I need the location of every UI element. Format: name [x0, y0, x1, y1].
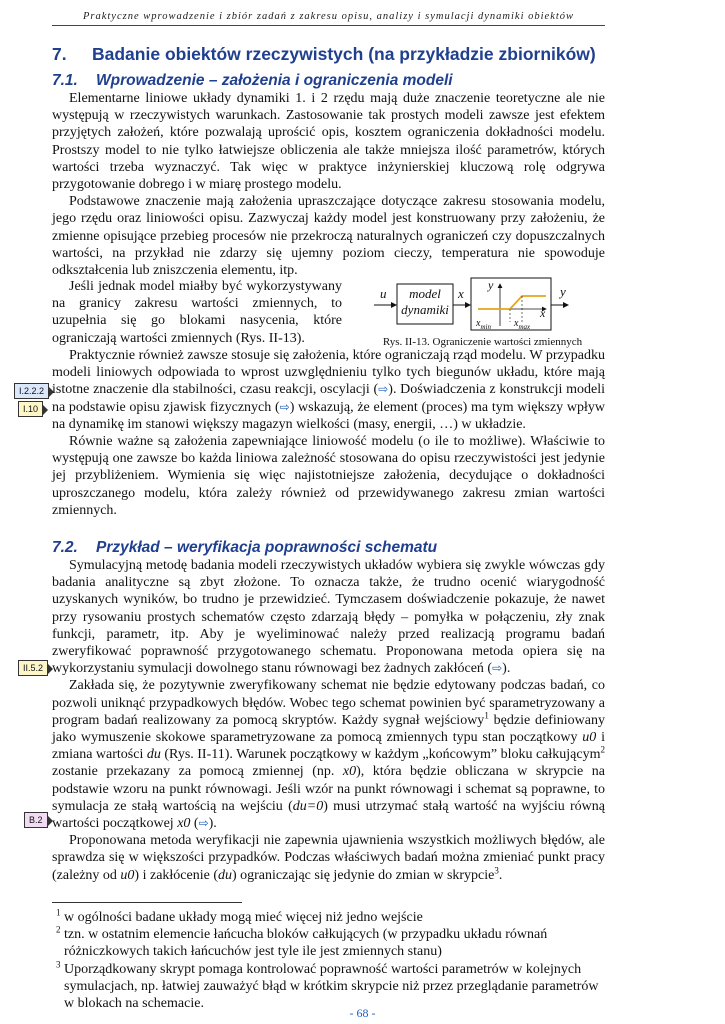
block-label [397, 286, 453, 318]
ref-arrow-icon[interactable]: ⇨ [378, 382, 389, 397]
paragraph: Podstawowe znaczenie mają założenia upraszczające dotyczące zakresu stosowania modelu, jego rzędu oraz liniowości opisu. Zazwyczaj każdy model jest konstruowany przy założeniu, że zmienne opisujące przebieg procesów nie przekroczą naturalnych ograniczeń czy dopuszczalnych wartości, na przykład nie zdarzy się ujemny poziom cieczy, temperatura nie spowoduje odkształcenia lub zniszczenia elementu, itp. [52, 194, 605, 279]
margin-ref-badge[interactable]: I.2.2.2 [14, 383, 49, 399]
paragraph: Jeśli jednak model miałby być wykorzystywany na granicy zakresu wartości zmiennych, to uzupełnia się go blokami nasycenia, które ograniczają wartości zmiennych (Rys. II-13). [52, 279, 342, 346]
figure-caption: Rys. II-13. Ograniczenie wartości zmiennych [382, 336, 583, 348]
footnote: $^1$ w ogólności badane układy mogą mieć więcej niż jedno wejście [56, 907, 423, 925]
chapter-number: 7. [52, 44, 67, 64]
chapter-title: Badanie obiektów rzeczywistych (na przykładzie zbiorników) [92, 44, 596, 64]
page-number: - 68 - [349, 1006, 376, 1020]
section-title: Przykład – weryfikacja poprawności schematu [96, 539, 438, 556]
block-line1: model [409, 286, 441, 301]
section-title: Wprowadzenie – założenia i ograniczenia modeli [96, 72, 453, 89]
footnote: $^2$ tzn. w ostatnim elemencie łańcucha bloków całkujących (w przypadku układu równań różniczkowych takich łańcuchów jest tyle ile jest zmiennych stanu) [56, 924, 548, 960]
ref-arrow-icon[interactable]: ⇨ [198, 816, 209, 831]
chapter-heading [52, 44, 612, 65]
sat-y-label: y [488, 278, 494, 292]
xmin-label: $x_{min}$ [476, 318, 491, 331]
section-heading [52, 72, 605, 90]
mid-label: x [458, 286, 464, 301]
xmax-label: $x_{max}$ [514, 318, 531, 331]
sat-x-label: x [540, 306, 546, 320]
ref-arrow-icon[interactable]: ⇨ [492, 661, 503, 676]
running-header: Praktyczne wprowadzenie i zbiór zadań z zakresu opisu, analizy i symulacji dynamiki obiektów [52, 11, 605, 26]
output-label: y [560, 284, 566, 299]
footnote-rule [52, 902, 242, 903]
paragraph: Zakłada się, że pozytywnie zweryfikowany schemat nie będzie edytowany podczas badań, co pozwoli uniknąć przypadkowych błędów. Wobec tego schemat powinien być sparametryzowany a program badań realizowany za pomocą skryptów. Każdy sygnał wejściowy$^1$ będzie definiowany jako wymuszenie skokowe sparametryzowane za pomocą zmiennych typu stan początkowy u0 i zmiana wartości du (Rys. II-11). Warunek początkowy w każdym „końcowym” bloku całkującym$^2$ zostanie przekazany za pomocą zmiennej (np. x0), która będzie obliczana w skrypcie na podstawie wzoru na punkt równowagi. Jeśli wzór na punkt równowagi i schemat są poprawne, to symulacja ze stałą wartością na wejściu (du=0) musi utrzymać stałą wartość na wyjściu równą wartości początkowej x0 (⇨). [52, 678, 606, 832]
section-7-1-cont [52, 347, 605, 519]
paragraph: Proponowana metoda weryfikacji nie zapewnia ujawnienia wszystkich możliwych błędów, ale sprawdza się w większości przypadków. Podczas właściwych badań można zmieniać punkt pracy (zależny od u0) i zakłócenie (du) ograniczając się jedynie do zmian w skrypcie$^3$. [52, 833, 605, 883]
section-7-1 [52, 72, 605, 279]
footnotes [52, 902, 605, 1012]
input-label: u [380, 286, 387, 301]
margin-ref-badge[interactable]: II.5.2 [18, 660, 48, 676]
section-7-2 [52, 539, 605, 884]
paragraph: Symulacyjną metodę badania modeli rzeczywistych układów wybiera się zwykle wówczas gdy badania analityczne są zbyt złożone. To oznacza także, że trudno ocenić wiarygodność uzyskanych wyników, bo trudno je przewidzieć. Tymczasem doświadczenie pokazuje, że nawet przy rysowaniu prostych schematów często zdarzają błędy – pomyłka w połączeniu, zły znak funkcji, parametr, itp. Aby je wyeliminować należy przed realizacją programu badań zweryfikować poprawność przygotowanego schematu. Proponowana metoda opiera się na wykorzystaniu symulacji dowolnego stanu równowagi bez żadnych zakłóceń (⇨). [52, 558, 605, 677]
paragraph: Elementarne liniowe układy dynamiki 1. i 2 rzędu mają duże znaczenie teoretyczne ale nie występują w rzeczywistych warunkach. Zastosowanie tak prostych modeli zawsze jest efektem przyjętych założeń, które pozwalają uprościć opis, kosztem ograniczenia dokładności modelu. Prostszy model to nie tylko łatwiejsze obliczenia ale także mniejsza ilość parametrów, których wartości trzeba wyznaczyć. Tak więc w praktyce inżynierskiej kluczową rolę odgrywa przygotowanie dobrego i w miarę prostego modelu. [52, 91, 605, 193]
section-heading [52, 539, 605, 557]
block-line2: dynamiki [401, 302, 449, 317]
paragraph: Praktycznie również zawsze stosuje się założenia, które ograniczają rząd modelu. W przypadku modeli liniowych odpowiada to wprost uzwględnieniu tylko tych biegunów układu, które mają istotne znaczenie dla stabilności, czasu reakcji, oscylacji (⇨). Doświadczenia z konstrukcji modeli na podstawie opisu zjawisk fizycznych (⇨) wskazują, że element (proces) ma tym większy wpływ na dynamikę im stanowi większy magazyn wielkości (masy, energii, …) w układzie. [52, 348, 605, 432]
ref-arrow-icon[interactable]: ⇨ [279, 399, 290, 414]
figure-saturation [360, 276, 605, 356]
footnote: $^3$ Uporządkowany skrypt pomaga kontrolować poprawność wartości parametrów w kolejnych symulacjach, np. łatwiej zauważyć błąd w krótkim skrypcie niż przez przeglądanie parametrów w blokach na schemacie. [56, 958, 599, 1012]
paragraph: Równie ważne są założenia zapewniające liniowość modelu (o ile to możliwe). Właściwie to występują one zawsze bo każda liniowa zależność stosowana do opisu rzeczywistości jest jedynie jej przybliżeniem. Wymienia się więc najistotniejsze założenia, decydujące o dokładności uproszczanego modelu, która zależy również od przewidywanego zakresu zmian wartości zmiennych. [52, 434, 605, 518]
section-number: 7.2. [52, 539, 78, 556]
section-number: 7.1. [52, 72, 78, 89]
margin-ref-badge[interactable]: I.10 [18, 401, 43, 417]
margin-ref-badge[interactable]: B.2 [24, 812, 48, 828]
